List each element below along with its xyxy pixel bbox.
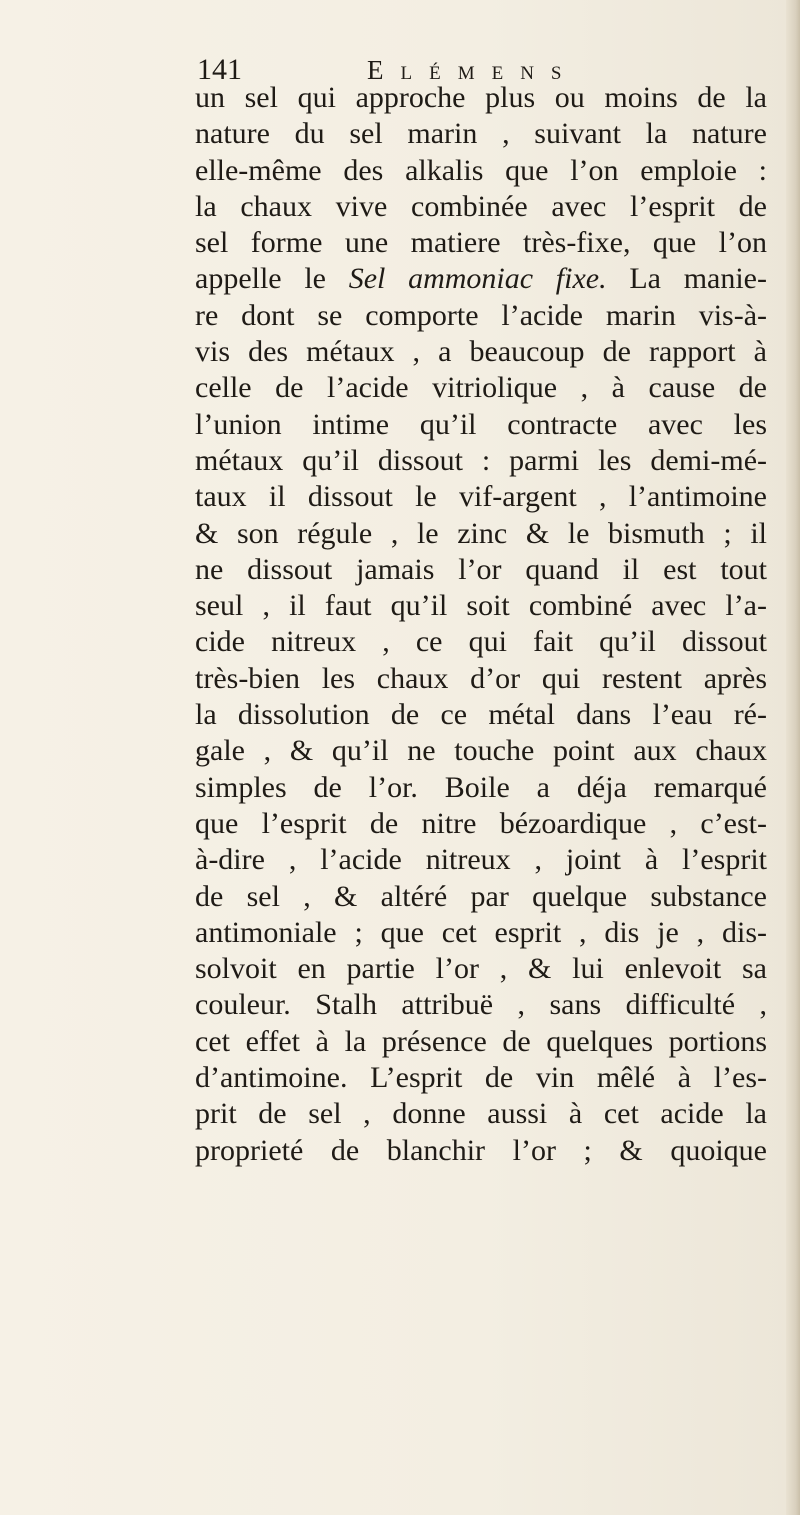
text-line: appelle le Sel ammoniac fixe. La manie- [195,262,767,296]
text-line: la dissolution de ce métal dans l’eau ré- [195,698,767,732]
italic-term: Sel ammoniac fixe. [348,262,607,296]
text-line: très-bien les chaux d’or qui restent après [195,661,767,695]
running-title: Elémens [367,55,579,85]
page-number: 141 [197,53,242,86]
text-line: à-dire , l’acide nitreux , joint à l’esprit [195,843,767,877]
text-line: d’antimoine. L’esprit de vin mêlé à l’es- [195,1061,767,1095]
text-line: seul , il faut qu’il soit combiné avec l’a- [195,589,767,623]
text-line: taux il dissout le vif-argent , l’antimoine [195,480,767,514]
text-line: solvoit en partie l’or , & lui enlevoit sa [195,952,767,986]
text-line: elle-même des alkalis que l’on emploie : [195,153,767,187]
text-line: antimoniale ; que cet esprit , dis je , dis- [195,915,767,949]
text-line: ne dissout jamais l’or quand il est tout [195,552,767,586]
text-line: la chaux vive combinée avec l’esprit de [195,189,767,223]
text-line: prit de sel , donne aussi à cet acide la [195,1097,767,1131]
text-line: re dont se comporte l’acide marin vis-à- [195,298,767,332]
text-line: gale , & qu’il ne touche point aux chaux [195,734,767,768]
text-line: sel forme une matiere très-fixe, que l’on [195,226,767,260]
text-line: métaux qu’il dissout : parmi les demi-mé- [195,443,767,477]
page-gutter-shadow [786,0,800,1515]
text-line: celle de l’acide vitriolique , à cause de [195,371,767,405]
text-line: nature du sel marin , suivant la nature [195,117,767,151]
text-line: l’union intime qu’il contracte avec les [195,407,767,441]
body-text [195,80,767,1169]
text-line: & son régule , le zinc & le bismuth ; il [195,516,767,550]
text-line: de sel , & altéré par quelque substance [195,879,767,913]
text-line: que l’esprit de nitre bézoardique , c’est- [195,806,767,840]
text-line: simples de l’or. Boile a déja remarqué [195,770,767,804]
text-line: cide nitreux , ce qui fait qu’il dissout [195,625,767,659]
text-line: cet effet à la présence de quelques portions [195,1024,767,1058]
text-line: proprieté de blanchir l’or ; & quoique [195,1133,767,1167]
text-line: vis des métaux , a beaucoup de rapport à [195,335,767,369]
text-line: un sel qui approche plus ou moins de la [195,81,767,114]
text-line: couleur. Stalh attribuë , sans difficulté , [195,988,767,1022]
